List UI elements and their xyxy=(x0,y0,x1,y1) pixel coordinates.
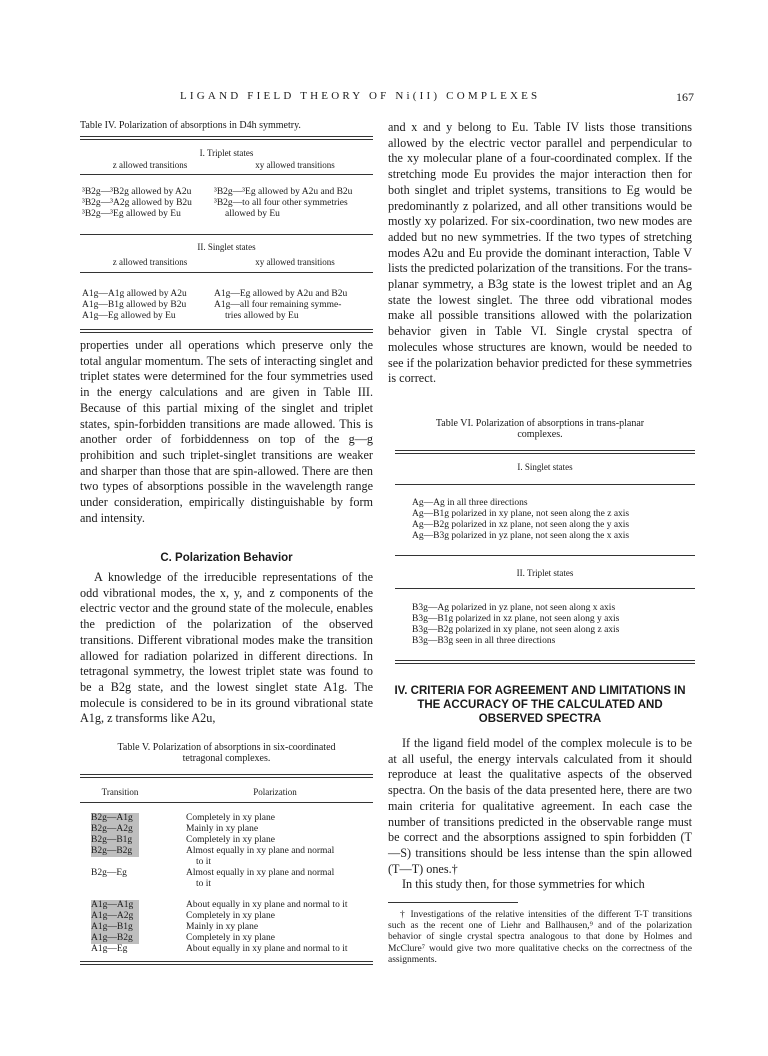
table6-rule-1 xyxy=(395,484,695,485)
table5-transition: A1g—A1g xyxy=(91,900,134,910)
table4-singlet-xy-row: A1g—all four remaining symme- xyxy=(214,300,342,310)
table4-top-rule xyxy=(80,136,373,140)
table5-pol: to it xyxy=(196,857,212,867)
table5-triplet-transitions xyxy=(91,813,133,879)
table4-singlet-xy xyxy=(214,289,347,322)
table5-transition: A1g—Eg xyxy=(91,944,128,954)
table4-triplet-z xyxy=(82,187,192,220)
table4-col-xy-2: xy allowed transitions xyxy=(255,257,335,267)
table5-triplet-pol xyxy=(186,813,334,890)
section-iv-heading-line: OBSERVED SPECTRA xyxy=(478,713,602,725)
table4-singlet-z xyxy=(82,289,187,322)
table5-pol: Completely in xy plane xyxy=(186,933,275,943)
table6-row: Ag—B1g polarized in xy plane, not seen along the z axis xyxy=(412,509,630,519)
table4-triplet-xy xyxy=(214,187,352,220)
table5-transition: B2g—Eg xyxy=(91,868,127,878)
table5-pol: About equally in xy plane and normal to it xyxy=(186,900,348,910)
table4-rule-2 xyxy=(80,234,373,235)
right-body-1 xyxy=(388,120,692,387)
running-header xyxy=(0,90,768,110)
table6-caption xyxy=(388,418,692,440)
table4-singlet-xy-row: A1g—Eg allowed by A2u and B2u xyxy=(214,289,348,299)
table6-triplet-rows xyxy=(412,603,619,647)
paragraph: A knowledge of the irreducible representations of the odd vibrational modes, the x, y, and z components of the electric vector and the ground state of the molecule, enables the prediction of the polarization of the observed transitions. Different vibrational modes make the transition allowed for radiation polarized in different directions. In tetragonal symmetry, the lowest triplet state was found to be a B2g state, and the lowest singlet state A1g. The molecule is considered to be in its ground vibrational state A1g, z transforms like A2u, xyxy=(80,570,373,726)
table6-sec2-title: II. Triplet states xyxy=(516,568,574,578)
table5-top-rule xyxy=(80,774,373,778)
table6-row: B3g—Ag polarized in yz plane, not seen along x axis xyxy=(412,603,616,613)
table5-transition-spacer xyxy=(91,857,133,868)
table4-triplet-z-row: ³B2g—³B2g allowed by A2u xyxy=(82,187,192,197)
table5-pol: Completely in xy plane xyxy=(186,835,275,845)
table5-singlet-transitions xyxy=(91,900,133,955)
footnote xyxy=(388,910,692,966)
table6-top-rule xyxy=(395,450,695,454)
paragraph: If the ligand field model of the complex molecule is to be at all useful, the energy intervals calculated from it should reproduce at least the qualitative aspects of the observed spectra. On the basis of the data presented here, there are two main criteria for qualitative agreement. In each case the number of transitions predicted in the observable range must be correct and the absorptions assigned to spin forbidden (T—S) transitions should be less intense than the spin allowed (T—T) ones.† xyxy=(388,736,692,876)
section-c-heading: C. Polarization Behavior xyxy=(160,552,293,564)
table4-sec2-title: II. Singlet states xyxy=(197,242,256,252)
table4-triplet-xy-row: ³B2g—³Eg allowed by A2u and B2u xyxy=(214,187,353,197)
table5-caption-line: tetragonal complexes. xyxy=(182,753,271,764)
table6-row: Ag—B2g polarized in xz plane, not seen along the y axis xyxy=(412,520,630,530)
table6-row: B3g—B2g polarized in xy plane, not seen along z axis xyxy=(412,625,620,635)
table5-singlet-pol xyxy=(186,900,347,955)
table5-pol: Mainly in xy plane xyxy=(186,922,259,932)
paragraph: In this study then, for those symmetries for which xyxy=(402,877,645,892)
table4-singlet-z-row: A1g—B1g allowed by B2u xyxy=(82,300,187,310)
table6-row: Ag—Ag in all three directions xyxy=(412,498,528,508)
running-title: LIGAND FIELD THEORY OF Ni(II) COMPLEXES xyxy=(180,90,541,102)
table4-rule-3 xyxy=(80,272,373,273)
table5-rule-1 xyxy=(80,802,373,803)
table6-singlet-rows xyxy=(412,498,629,542)
table6-caption-line: complexes. xyxy=(517,429,563,440)
table6-row: B3g—B3g seen in all three directions xyxy=(412,636,556,646)
table4-sec1-title: I. Triplet states xyxy=(199,148,254,158)
table5-pol: Almost equally in xy plane and normal xyxy=(186,846,335,856)
table4-triplet-xy-row: allowed by Eu xyxy=(225,209,280,219)
footnote-text: † Investigations of the relative intensities of the different T-T transitions such as the recent one of Liehr and Ballhausen,⁹ and of the polarization behavior of single crystal spectra analogous to that done by Holmes and McClure⁷ would give two more qualitative checks on the correctness of the assignments. xyxy=(388,910,692,965)
table4-rule-1 xyxy=(80,174,373,175)
table6-caption-line: Table VI. Polarization of absorptions in trans-planar xyxy=(435,418,645,429)
table6-row: Ag—B3g polarized in yz plane, not seen along the x axis xyxy=(412,531,630,541)
table5-bottom-rule xyxy=(80,961,373,965)
table6-row: B3g—B1g polarized in xz plane, not seen along y axis xyxy=(412,614,620,624)
table6-sec1-title: I. Singlet states xyxy=(517,462,573,472)
table4-col-z: z allowed transitions xyxy=(112,160,188,170)
left-body-2 xyxy=(80,570,373,727)
section-iv-heading-line: IV. CRITERIA FOR AGREEMENT AND LIMITATIONS IN xyxy=(394,685,686,697)
table5-col-transition: Transition xyxy=(101,787,139,797)
left-body-1 xyxy=(80,338,373,526)
table5-col-polarization: Polarization xyxy=(253,787,297,797)
table5-pol: to it xyxy=(196,879,212,889)
table5-transition: A1g—A2g xyxy=(91,911,134,921)
table5-pol: Completely in xy plane xyxy=(186,911,275,921)
paragraph: and x and y belong to Eu. Table IV lists those transitions allowed by the electric vector parallel and perpendicular to the xy molecular plane of a four-coordinated complex. If the stretching mode Eu provides the major interaction then for both singlet and triplet systems, transitions to Eg would be predominantly z polarized, and all other transitions would be mostly xy polarized. For six-coordination, two new modes are added but no new symmetries. If the two types of stretching modes A2u and Eu provide the dominant interaction, Table V lists the predicted polarization of the transitions. For the trans-planar symmetry, a B3g state is the lowest triplet and an Ag state the lowest singlet. The three odd vibrational modes make all possible transitions allowed with the polarization behavior given in Table VI. Single crystal spectra of molecules whose structures are known, would be needed to see if the polarization behavior predicted for these symmetries is correct. xyxy=(388,120,692,386)
table4-triplet-z-row: ³B2g—³A2g allowed by B2u xyxy=(82,198,192,208)
table5-transition: B2g—B1g xyxy=(91,835,133,845)
table4-bottom-rule xyxy=(80,329,373,333)
table4-caption: Table IV. Polarization of absorptions in D4h symmetry. xyxy=(80,120,301,131)
table5-transition: A1g—B1g xyxy=(91,922,133,932)
table4-col-z-2: z allowed transitions xyxy=(112,257,188,267)
page-number: 167 xyxy=(676,90,694,104)
table5-pol: Mainly in xy plane xyxy=(186,824,259,834)
table4-col-xy: xy allowed transitions xyxy=(255,160,335,170)
paragraph: properties under all operations which preserve only the total angular momentum. The sets of interacting singlet and triplet states were determined for the four symmetries used in the energy calculations and are given in Table III. Because of this partial mixing of the singlet and triplet states, spin-forbidden transitions are made allowed. This is another order of forbiddenness on top of the g—g prohibition and such triplet-singlet transitions are weaker and sharper than those that are spin-allowed. There are then two types of absorptions possible in the wavelength range under consideration, empirically distinguishable by form and intensity. xyxy=(80,338,373,525)
table6-rule-2 xyxy=(395,555,695,556)
footnote-rule xyxy=(388,902,518,903)
table6-rule-3 xyxy=(395,588,695,589)
table5-pol: About equally in xy plane and normal to it xyxy=(186,944,348,954)
table4-singlet-z-row: A1g—A1g allowed by A2u xyxy=(82,289,187,299)
table5-pol: Almost equally in xy plane and normal xyxy=(186,868,335,878)
table5-pol: Completely in xy plane xyxy=(186,813,275,823)
table5-transition: A1g—B2g xyxy=(91,933,133,943)
table5-caption xyxy=(80,742,373,764)
table4-triplet-xy-row: ³B2g—to all four other symmetries xyxy=(214,198,348,208)
table5-transition: B2g—A2g xyxy=(91,824,133,834)
table4-singlet-xy-row: tries allowed by Eu xyxy=(225,311,299,321)
table5-transition: B2g—A1g xyxy=(91,813,133,823)
section-iv-heading-line: THE ACCURACY OF THE CALCULATED AND xyxy=(417,699,663,711)
table5-transition: B2g—B2g xyxy=(91,846,133,856)
table5-caption-line: Table V. Polarization of absorptions in six-coordinated xyxy=(117,742,336,753)
section-iv-heading xyxy=(388,684,692,726)
table4-singlet-z-row: A1g—Eg allowed by Eu xyxy=(82,311,176,321)
right-body-2 xyxy=(388,736,692,893)
table4-triplet-z-row: ³B2g—³Eg allowed by Eu xyxy=(82,209,181,219)
table6-bottom-rule xyxy=(395,660,695,664)
